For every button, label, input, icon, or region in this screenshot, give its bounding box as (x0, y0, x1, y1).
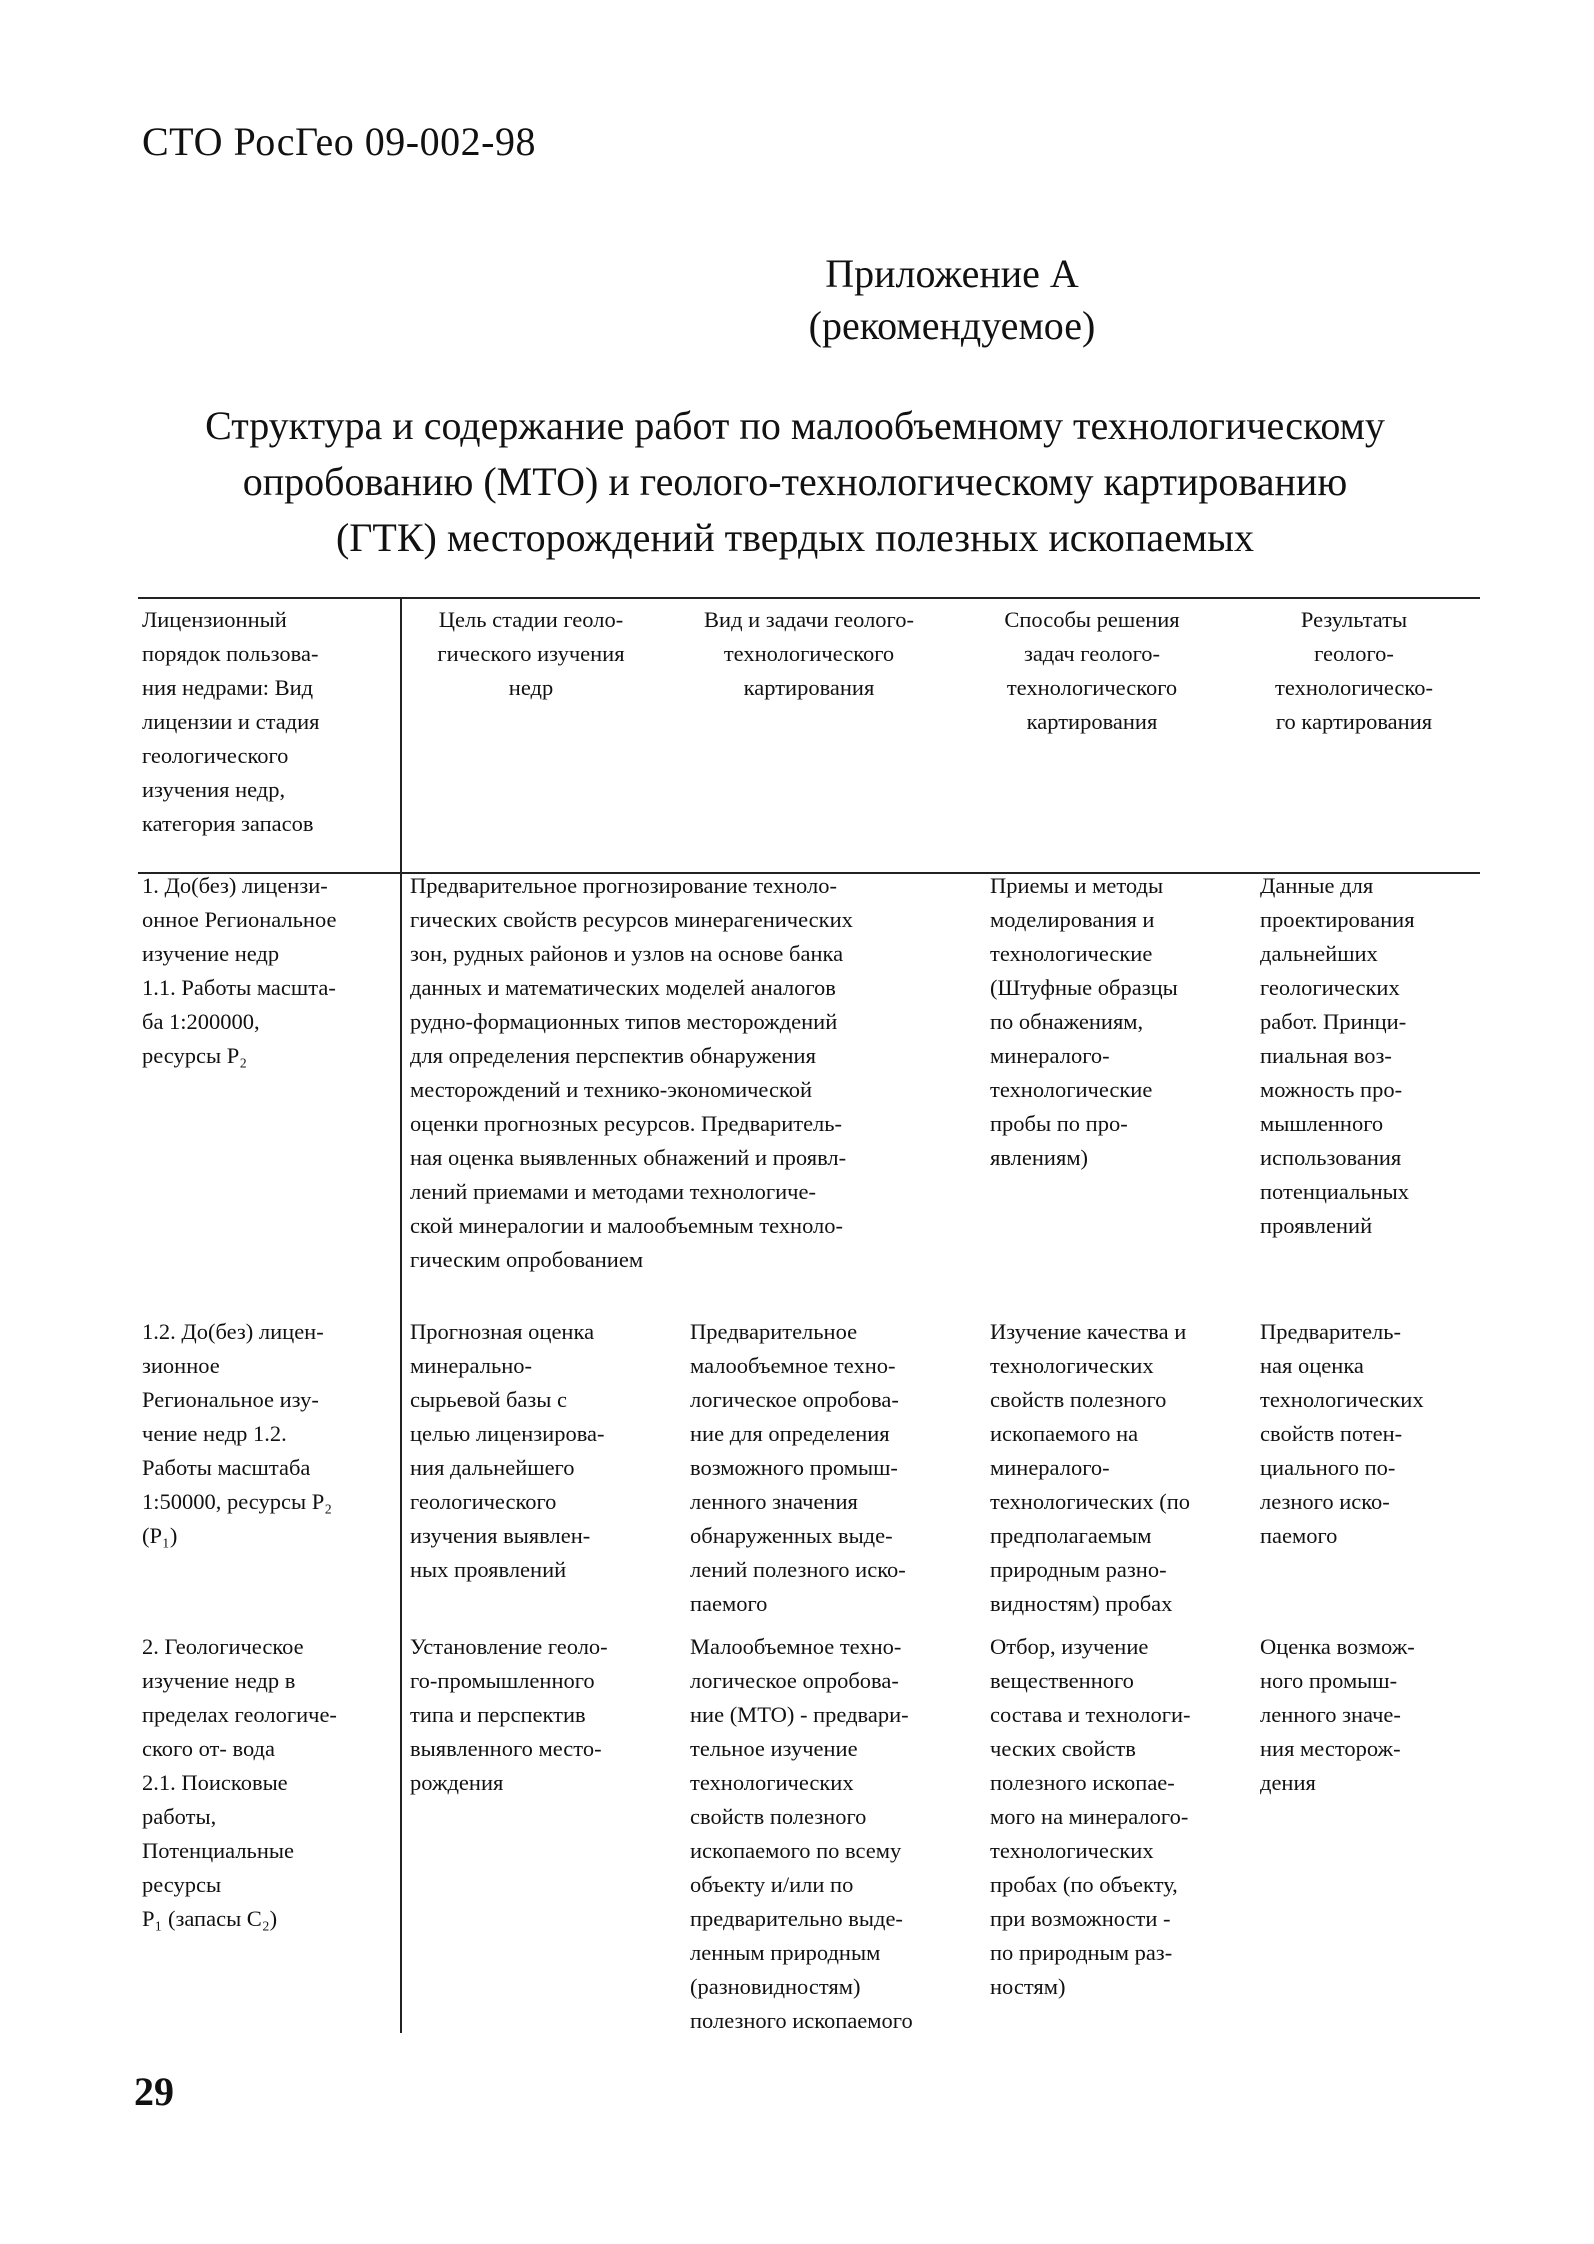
document-title (150, 398, 1440, 566)
appendix-heading (0, 248, 1594, 352)
row1-results-cell: Данные для проектирования дальнейших геологических работ. Принци- пиальная воз- можность про- мышленного использования потенциальных проявлений (1260, 873, 1415, 1238)
title-line-3: (ГТК) месторождений твердых полезных ископаемых (335, 515, 1255, 560)
row2-license-cell: 1.2. До(без) лицен- зионное Региональное изу- чение недр 1.2. Работы масштаба 1:50000, ресурсы Р₂ (Р₁) (142, 1319, 333, 1548)
row3-results-cell: Оценка возмож- ного промыш- ленного значе- ния месторож- дения (1260, 1634, 1415, 1795)
row2-goal-cell: Прогнозная оценка минерально- сырьевой базы с целью лицензирова- ния дальнейшего геологического изучения выявлен- ных проявлений (410, 1319, 605, 1582)
document-id: СТО РосГео 09-002-98 (142, 119, 536, 164)
header-cell-license: Лицензионный порядок пользова- ния недрами: Вид лицензии и стадия геологического изучения недр, категория запасов (142, 607, 320, 836)
row2-methods-cell: Изучение качества и технологических свойств полезного ископаемого на минералого- технологических (по предполагаемым природным разно- видностям) пробах (990, 1319, 1190, 1616)
title-line-2: опробованию (МТО) и геолого-технологическому картированию (242, 459, 1348, 504)
row3-methods-cell: Отбор, изучение вещественного состава и технологи- ческих свойств полезного ископае- мого на минералого- технологических пробах (по объекту, при возможности - по природным раз- ностям) (990, 1634, 1191, 1999)
header-cell-methods: Способы решения задач геолого- технологического картирования (1004, 607, 1180, 734)
appendix-title: Приложение А (825, 251, 1079, 296)
row1-license-cell: 1. До(без) лицензи- онное Региональное изучение недр 1.1. Работы масшта- ба 1:200000, ресурсы Р₂ (142, 873, 337, 1068)
header-cell-mapping-type: Вид и задачи геолого- технологического картирования (704, 607, 914, 700)
table-column-divider (400, 597, 402, 2033)
header-cell-results: Результаты геолого- технологическо- го картирования (1275, 607, 1433, 734)
title-line-1: Структура и содержание работ по малообъемному технологическому (205, 403, 1385, 448)
row3-goal-cell: Установление геоло- го-промышленного типа и перспектив выявленного место- рождения (410, 1634, 608, 1795)
row1-merged-cell: Предварительное прогнозирование техноло- гических свойств ресурсов минерагенических зон, рудных районов и узлов на основе банка данных и математических моделей аналогов рудно-формационных типов месторождений для определения перспектив обнаружения месторождений и технико-экономической оценки прогнозных ресурсов. Предваритель- ная оценка выявленных обнажений и проявл- лений приемами и методами технологиче- ской минералогии и малообъемным техноло- гическим опробованием (410, 873, 853, 1272)
row1-methods-cell: Приемы и методы моделирования и технологические (Штуфные образцы по обнажениям, минералого- технологические пробы по про- явлениям) (990, 873, 1178, 1170)
row3-license-cell: 2. Геологическое изучение недр в пределах геологиче- ского от- вода 2.1. Поисковые работы, Потенциальные ресурсы Р₁ (запасы С₂) (142, 1634, 337, 1931)
table-top-rule (138, 597, 1480, 599)
page-number: 29 (134, 2069, 174, 2114)
header-cell-goal: Цель стадии геоло- гического изучения недр (437, 607, 625, 700)
row2-results-cell: Предваритель- ная оценка технологических свойств потен- циального по- лезного иско- паемого (1260, 1319, 1424, 1548)
row3-mapping-cell: Малообъемное техно- логическое опробова- ние (МТО) - предвари- тельное изучение технологических свойств полезного ископаемого по всему объекту и/или по предварительно выде- ленным природным (разновидностям) полезного ископаемого (690, 1634, 913, 2033)
row2-mapping-cell: Предварительное малообъемное техно- логическое опробова- ние для определения возможного промыш- ленного значения обнаруженных выде- лений полезного иско- паемого (690, 1319, 906, 1616)
appendix-subtitle: (рекомендуемое) (808, 303, 1096, 348)
